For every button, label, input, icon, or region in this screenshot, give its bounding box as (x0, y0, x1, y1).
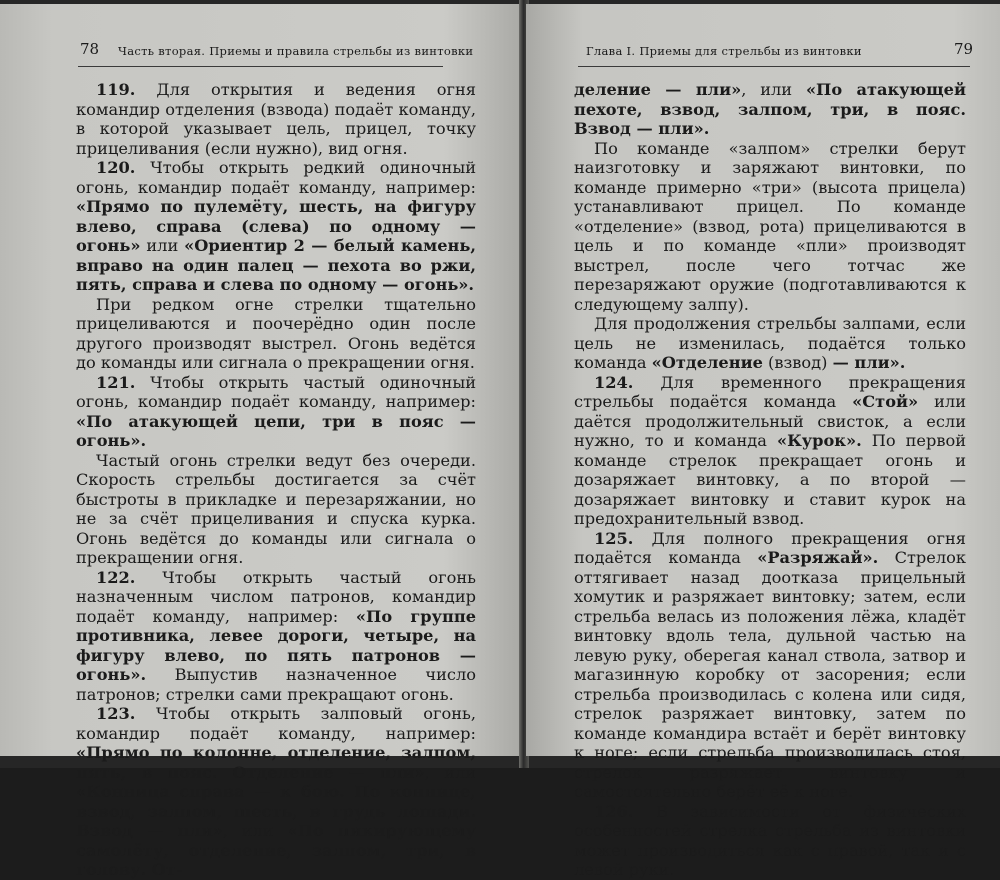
text-run: Чтобы открыть залповый огонь, командир подаёт команду, например: (76, 704, 476, 743)
text-run: В зависимости от физических особенностей стрелка стрельба из винтовки может производиться как с правой, так и с левой руки. (574, 801, 966, 879)
bold-text-run: — пли». (832, 353, 906, 372)
paragraph (76, 80, 476, 158)
paragraph (574, 80, 966, 139)
bold-text-run: «Разряжай». (757, 548, 879, 567)
text-run: или даётся продолжительный свисток, а если нужно, то и команда (574, 392, 966, 450)
text-run: Для продолжения стрельбы залпами, если цель не изменилась, подаётся только команда (574, 314, 966, 372)
text-run: (взвод) (762, 353, 833, 372)
bold-text-run: 119. (96, 80, 136, 99)
text-run: , или (741, 80, 806, 99)
paragraph (76, 451, 476, 568)
text-run: или (140, 236, 185, 255)
paragraph (76, 568, 476, 705)
paragraph (574, 373, 966, 529)
header-rule (78, 66, 443, 67)
bold-text-run: «По атакующей пехоте, взвод, залпом, три, в пояс. Взвод — пли». (574, 80, 966, 138)
bold-text-run: 124. (594, 372, 634, 392)
text-run: Для открытия и ведения огня командир отделения (взвода) подаёт команду, в которой указывает цель, прицел, точку прицеливания (если нужно), вид огня. (76, 80, 476, 158)
body-text (76, 80, 476, 880)
bold-text-run: деление — пли» (574, 80, 742, 99)
bold-text-run: «Ориентир 2 — белый камень, вправо на один палец — пехота во ржи, пять, справа и слева по одному — огонь». (76, 236, 476, 294)
paragraph (76, 295, 476, 373)
text-run: , или (424, 762, 477, 782)
bold-text-run: «Прямо по колонне, отделение, залпом, пять, в пояс. Отделение — пли» (76, 743, 476, 782)
right-page (526, 4, 1000, 879)
text-run: Стрелок оттягивает назад доотказа прицельный хомутик и разряжает винтовку; затем, если стрельба велась из положения лёжа, кладёт винтовку вдоль тела, дульной частью на левую руку, оберегая канал ствола, затвор и магазинную коробку от засорения; если стрельба производилась с колена или сидя, стрелок разряжает винтовку, затем по команде командира встаёт и берёт винтовку к ноге; если стрельба производилась стоя, стрелок разряжает винтовку и самостоятельно берёт её к ноге. (574, 548, 966, 801)
text-run: Выпустив назначенное число патронов; стрелки сами прекращают огонь. (76, 665, 476, 704)
text-run: Чтобы открыть частый огонь назначенным числом патронов, командир подаёт команду, например: (76, 567, 476, 626)
text-run: Чтобы открыть частый одиночный огонь, командир подаёт команду, например: (76, 372, 476, 411)
text-run: Чтобы открыть редкий одиночный огонь, командир подаёт команду, например: (76, 158, 476, 197)
page-number: 79 (954, 40, 974, 58)
header-rule (578, 66, 970, 67)
left-page (0, 4, 522, 879)
paragraph (76, 704, 476, 880)
paragraph (76, 158, 476, 295)
bold-text-run: 120. (96, 158, 136, 177)
page-number: 78 (80, 40, 100, 58)
paragraph (574, 802, 966, 880)
paragraph (574, 529, 966, 802)
bold-text-run: 126. (594, 801, 634, 821)
text-run: Для временного прекращения стрельбы подаётся команда (574, 372, 966, 411)
running-head: Часть вторая. Приемы и правила стрельбы из винтовки (118, 44, 474, 58)
bold-text-run: 121. (96, 372, 136, 392)
body-text (574, 80, 966, 880)
paragraph (76, 373, 476, 451)
bold-text-run: «Конница справа — к бою. По коннице, взвод, залпом, шесть, в грудь лошади. Взвод — пли» (76, 782, 476, 840)
paragraph (574, 314, 966, 373)
bold-text-run: «Отделение (651, 353, 763, 372)
bold-text-run: «По пикирующему самолёту, отделение, залпом, три, в голову. От- (76, 821, 476, 879)
bold-text-run: 123. (96, 704, 136, 723)
text-run: По команде «залпом» стрелки берут наизготовку и заряжают винтовки, по команде примерно «три» (высота прицела) устанавливают прицел. По команде «отделение» (взвод, рота) прицеливаются в цель и по команде «пли» производят выстрел, после чего тотчас же перезаряжают оружие (подготавливаются к следующему залпу). (574, 138, 966, 314)
bold-text-run: «По атакующей цепи, три в пояс — огонь». (76, 411, 476, 450)
text-run: По первой команде стрелок прекращает огонь и дозаряжает винтовку, а по второй — дозаряжает винтовку и ставит курок на предохранительный взвод. (574, 431, 966, 528)
bold-text-run: 125. (594, 528, 634, 548)
bold-text-run: «Прямо по пулемёту, шесть, на фигуру влево, справа (слева) по одному — огонь» (76, 197, 476, 255)
text-run: Для полного прекращения огня подаётся команда (574, 528, 966, 567)
bold-text-run: «Курок». (776, 431, 862, 450)
text-run: При редком огне стрелки тщательно прицеливаются и поочерёдно один после другого производят выстрел. Огонь ведётся до команды или сигнала о прекращении огня. (76, 294, 476, 372)
text-run: , или (222, 821, 288, 840)
bold-text-run: 122. (96, 567, 136, 587)
bold-text-run: «По группе противника, левее дороги, четыре, на фигуру влево, по пять патронов — огонь». (76, 606, 476, 684)
paragraph (574, 139, 966, 315)
running-head: Глава I. Приемы для стрельбы из винтовки (586, 44, 862, 58)
bold-text-run: «Стой» (852, 392, 919, 411)
text-run: Частый огонь стрелки ведут без очереди. Скорость стрельбы достигается за счёт быстроты в прикладке и перезаряжании, но не за счёт прицеливания и спуска курка. Огонь ведётся до команды или сигнала о прекращении огня. (76, 450, 476, 567)
